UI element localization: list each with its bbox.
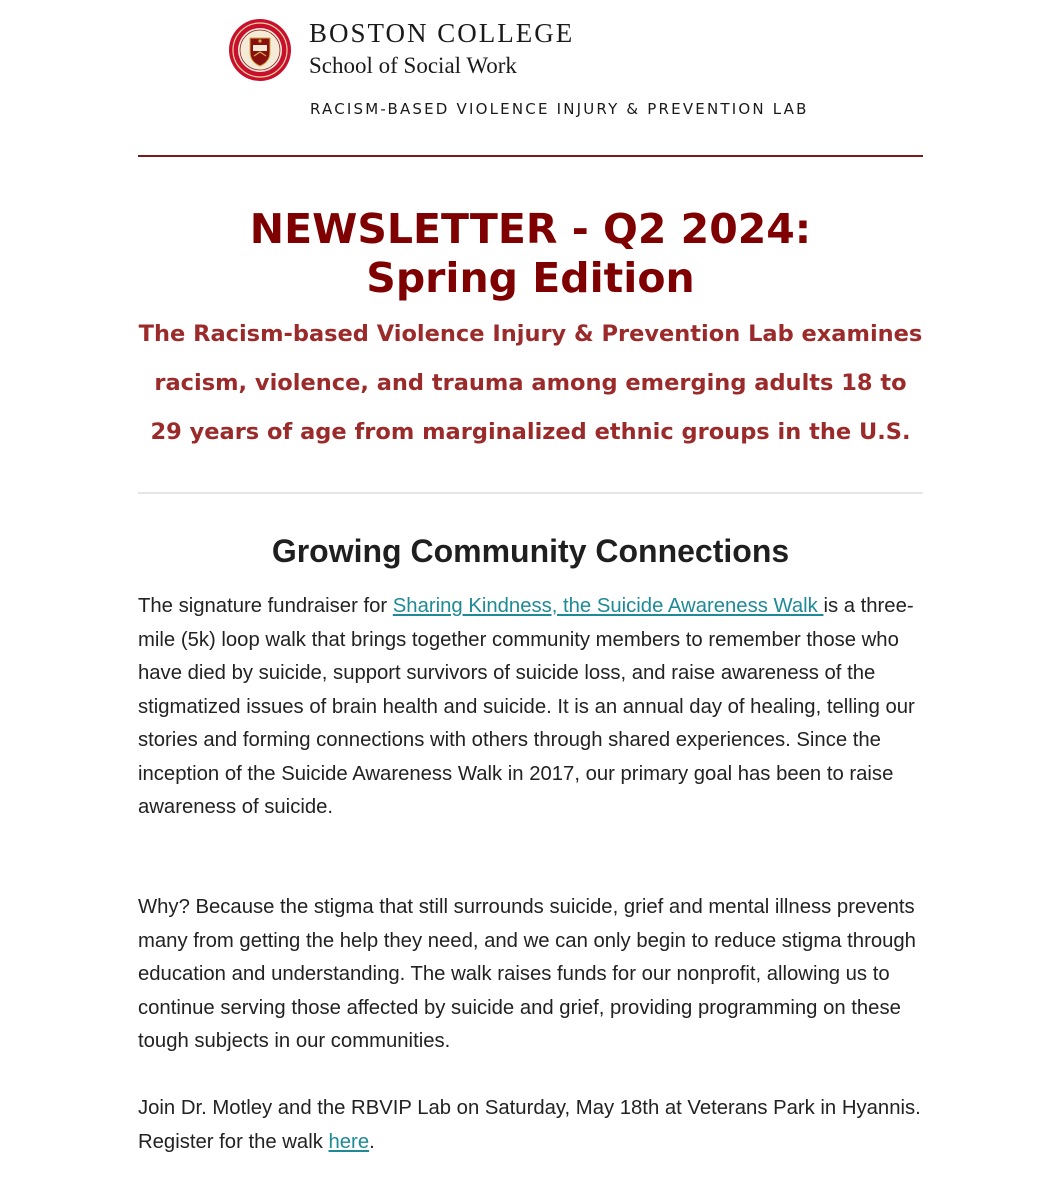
p1-intro-text: The signature fundraiser for xyxy=(138,595,393,617)
register-here-link[interactable]: here xyxy=(328,1130,370,1153)
article-paragraph-1 xyxy=(138,590,923,825)
section-divider xyxy=(138,492,923,494)
lab-name: RACISM-BASED VIOLENCE INJURY & PREVENTION LAB xyxy=(310,100,809,118)
suicide-awareness-walk-link[interactable]: Sharing Kindness, the Suicide Awareness Walk xyxy=(392,595,824,617)
college-name: BOSTON COLLEGE xyxy=(309,18,575,48)
newsletter-title xyxy=(138,205,923,303)
header-divider xyxy=(138,155,923,157)
p3-intro-text: Join Dr. Motley and the RBVIP Lab on Saturday, May 18th at Veterans Park in Hyannis. Register for the walk xyxy=(138,1097,921,1153)
school-name: School of Social Work xyxy=(309,53,517,78)
boston-college-seal-icon xyxy=(228,18,292,82)
newsletter-header xyxy=(228,16,868,126)
title-line-2: Spring Edition xyxy=(366,254,695,302)
title-line-1: NEWSLETTER - Q2 2024: xyxy=(249,205,812,253)
article-heading: Growing Community Connections xyxy=(271,533,790,569)
p3-end-text: . xyxy=(369,1130,375,1153)
article-paragraph-3 xyxy=(138,1092,923,1159)
p1-body-text: is a three-mile (5k) loop walk that brings together community members to remember those who have died by suicide, support survivors of suicide loss, and raise awareness of the stigmatized issues of brain health and suicide. It is an annual day of healing, telling our stories and forming connections with others through shared experiences. Since the inception of the Suicide Awareness Walk in 2017, our primary goal has been to raise awareness of suicide. xyxy=(138,595,915,818)
article-paragraph-2: Why? Because the stigma that still surrounds suicide, grief and mental illness prevents many from getting the help they need, and we can only begin to reduce stigma through education and understanding. The walk raises funds for our nonprofit, allowing us to continue serving those affected by suicide and grief, providing programming on these tough subjects in our communities. xyxy=(138,896,916,1052)
lab-tagline: The Racism-based Violence Injury & Prevention Lab examines racism, violence, and trauma among emerging adults 18 to 29 years of age from marginalized ethnic groups in the U.S. xyxy=(138,321,923,445)
